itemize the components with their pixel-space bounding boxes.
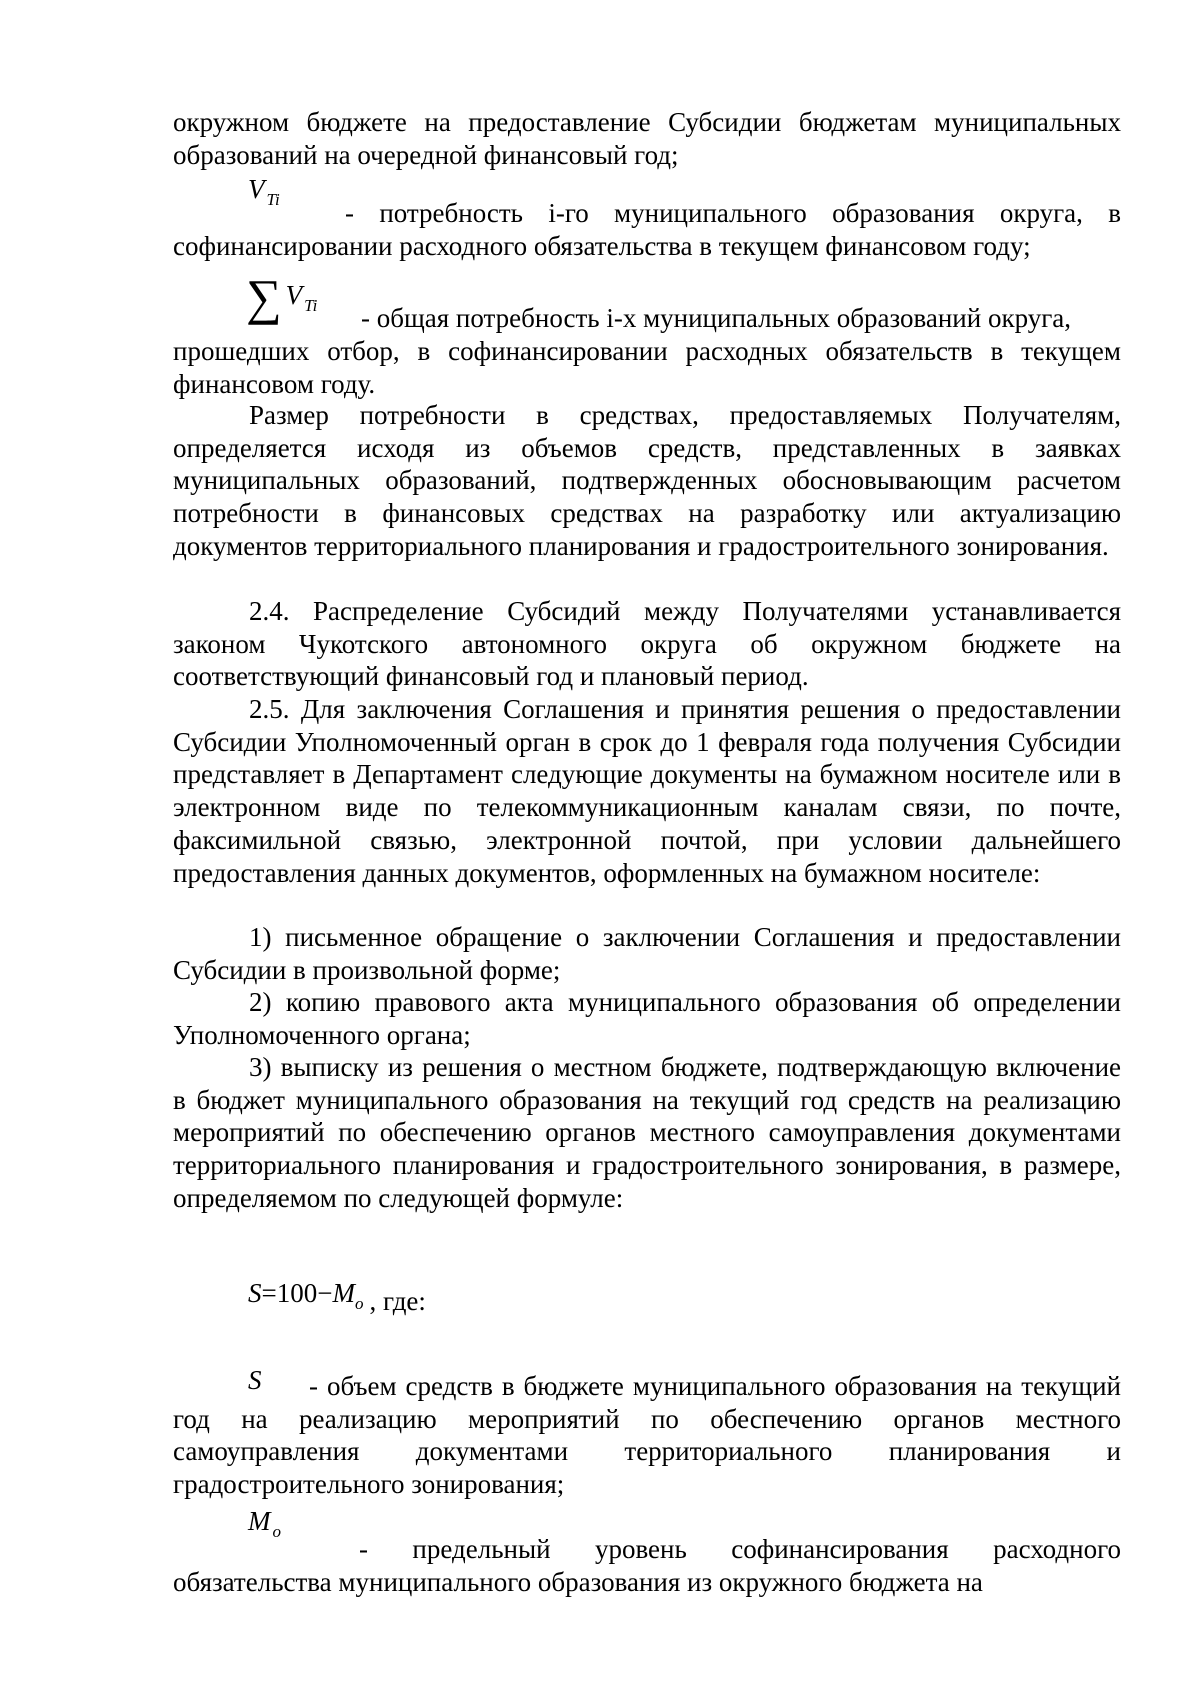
paragraph-need-size: Размер потребности в средствах, предоставляемых Получателям, определяется исходя из объемов средств, представленных в заявках муниципальных образований, подтвержденных обосновывающим расчетом потребности в финансовых средствах на разработку или актуализацию документов территориального планирования и градостроительного зонирования. (173, 400, 1121, 561)
symbol-s: S (248, 1365, 262, 1395)
symbol-v-ti: V $_{Ti}$ (248, 174, 280, 209)
paragraph-s-definition: - объем средств в бюджете муниципального образования на текущий год на реализацию мероприятий по обеспечению органов местного самоуправления документами территориального планирования и градостроительного зонирования; (173, 1371, 1121, 1500)
paragraph-2-4: 2.4. Распределение Субсидий между Получателями устанавливается законом Чукотского автономного округа об окружном бюджете на соответствующий финансовый год и плановый период. (173, 596, 1121, 692)
paragraph-sum-vti-rest: прошедших отбор, в софинансировании расходных обязательств в текущем финансовом году. (173, 336, 1121, 399)
list-item-1: 1) письменное обращение о заключении Соглашения и предоставлении Субсидии в произвольной форме; (173, 922, 1121, 985)
formula-tail: , где: (369, 1286, 426, 1316)
symbol-sum-v-ti: ∑ V $_{Ti}$ (246, 269, 318, 325)
paragraph-vti-definition: - потребность i-го муниципального образования округа, в софинансировании расходного обязательства в текущем финансовом году; (173, 198, 1121, 261)
paragraph-sum-vti-first-line: - общая потребность i-х муниципальных образований округа, (361, 303, 1072, 333)
paragraph-2-5: 2.5. Для заключения Соглашения и принятия решения о предоставлении Субсидии Уполномоченный орган в срок до 1 февраля года получения Субсидии представляет в Департамент следующие документы на бумажном носителе или в электронном виде по телекоммуникационным каналам связи, по почте, факсимильной связью, электронной почтой, при условии дальнейшего предоставления данных документов, оформленных на бумажном носителе: (173, 694, 1121, 888)
paragraph-mo-definition: - предельный уровень софинансирования расходного обязательства муниципального образования из окружного бюджета на (173, 1534, 1121, 1597)
paragraph-top: окружном бюджете на предоставление Субсидии бюджетам муниципальных образований на очередной финансовый год; (173, 107, 1121, 170)
formula-s-equals: $S=100-M_o$ , где: (248, 1278, 426, 1316)
symbol-m-o: M $_o$ (248, 1506, 281, 1541)
list-item-3: 3) выписку из решения о местном бюджете, подтверждающую включение в бюджет муниципального образования на текущий год средств на реализацию мероприятий по обеспечению органов местного самоуправления документами территориального планирования и градостроительного зонирования, в размере, определяемом по следующей формуле: (173, 1052, 1121, 1213)
list-item-2: 2) копию правового акта муниципального образования об определении Уполномоченного органа; (173, 987, 1121, 1050)
